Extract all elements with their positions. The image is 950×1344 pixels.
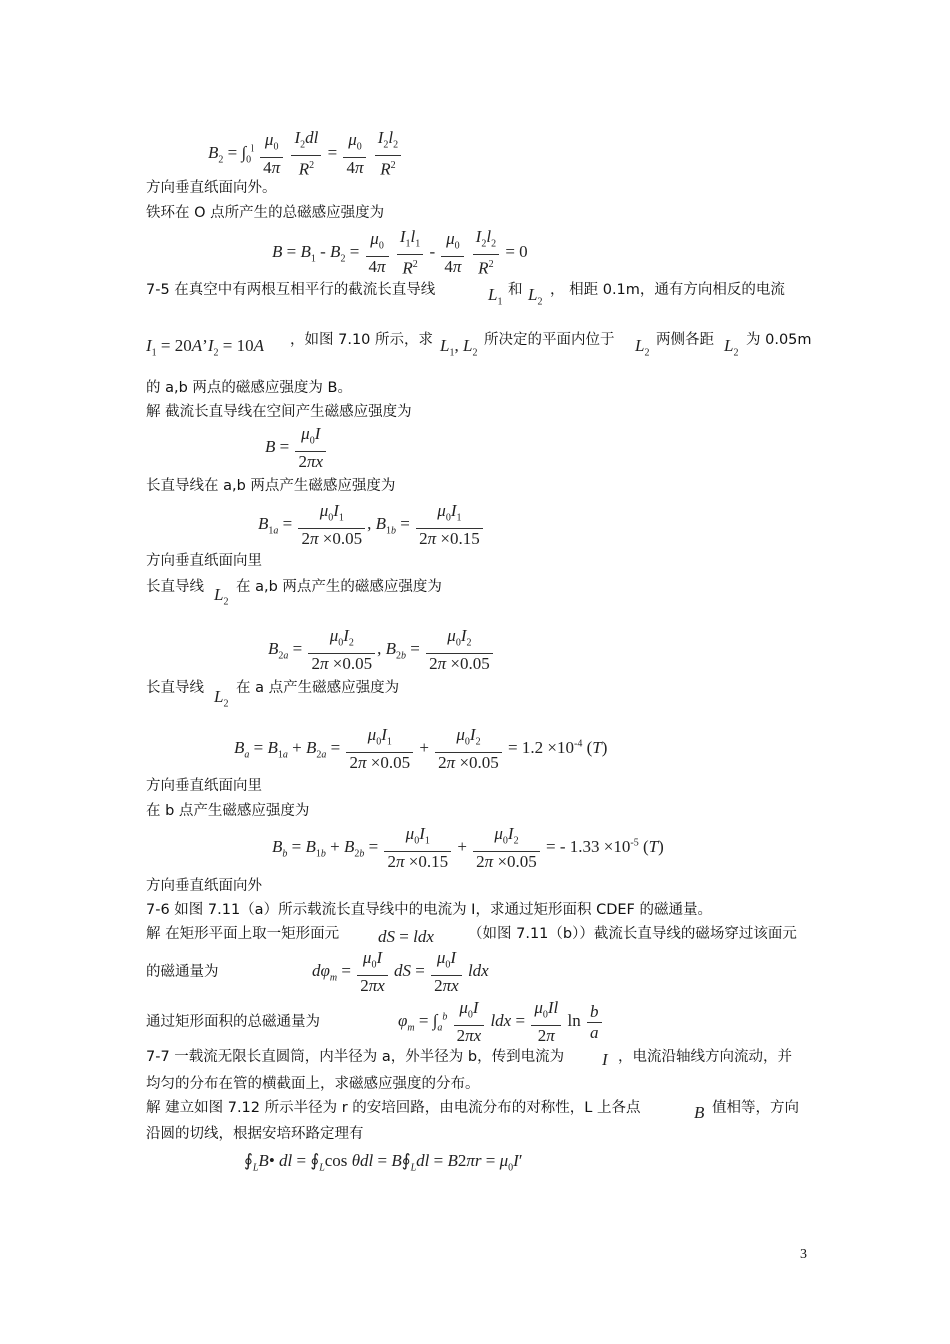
text-line: 所决定的平面内位于 [484,332,615,348]
formula-b1: $B_{1a}$ = $\frac{\mu_0I_1}{2\pi \times 0.05}$ , $B_{1b}$ = $\frac{\mu_0I_1}{2\pi \times 0.15}$ [258,501,485,549]
formula-dphi: $d\varphi_m$ = $\frac{\mu_0I}{2\pi x}$ dS = $\frac{\mu_0I}{2\pi x}$ ldx [312,948,489,996]
text-line: 和 [508,282,523,298]
text-line: （如图 7.11（b））截流长直导线的磁场穿过该面元 [468,926,797,942]
text-line: 方向垂直纸面向外。 [146,180,277,196]
text-line: 沿圆的切线，根据安培环路定理有 [146,1126,364,1142]
math-l2: $L_2$ [214,585,229,608]
problem-7-6: 7-6 如图 7.11（a）所示载流长直导线中的电流为 I，求通过矩形面积 CDEF 的磁通量。 [146,902,712,918]
formula-phi: $\varphi_m = \int_a^b$ $\frac{\mu_0I}{2\pi x}$ ldx = $\frac{\mu_0Il}{2\pi}$ ln $\frac{b}{a}$ [398,998,604,1046]
text-line: 的 a,b 两点的磁感应强度为 B。 [146,380,352,396]
formula-ampere: $∮_LB•$ dl = $∮_L\cos$ $\theta dl = B∮_Ldl = B2\pi r = \mu_0I'$ [244,1151,523,1174]
math-l2: $L_2$ [724,336,739,359]
text-line: 在 b 点产生磁感应强度为 [146,803,310,819]
math-l1-l2: $L_1$, $L_2$ [440,336,478,359]
text-line: 解 建立如图 7.12 所示半径为 r 的安培回路，由电流分布的对称性，L 上各点 [146,1100,641,1116]
text-line: 在 a,b 两点产生的磁感应强度为 [236,579,442,595]
text-line: ， 相距 0.1m，通有方向相反的电流 [550,282,785,298]
text-line: 为 0.05m [746,332,812,348]
formula-b2ab: $B_{2a}$ = $\frac{\mu_0I_2}{2\pi \times 0.05}$ , $B_{2b}$ = $\frac{\mu_0I_2}{2\pi \times 0.05}$ [268,626,495,674]
problem-7-5: 7-5 在真空中有两根互相平行的截流长直导线 [146,282,436,298]
text-line: 方向垂直纸面向里 [146,778,262,794]
text-line: ，电流沿轴线方向流动，并 [618,1049,792,1065]
formula-b-total: $B = B_1 - B_2$ = $\frac{\mu_0}{4\pi}$ $\frac{I_1l_1}{R^2}$ - $\frac{\mu_0}{4\pi}$ $\frac{I_2l_2}{R^2}$ = 0 [272,227,528,279]
page-number: 3 [800,1247,807,1262]
text-line: 解 在矩形平面上取一矩形面元 [146,926,340,942]
math-ds: dS = ldx [378,927,434,946]
math-i: I [602,1050,608,1069]
text-line: 的磁通量为 [146,964,219,980]
math-b: B [694,1103,705,1122]
text-line: 方向垂直纸面向外 [146,878,262,894]
text-line: 通过矩形面积的总磁通量为 [146,1014,320,1030]
text-line: 方向垂直纸面向里 [146,553,262,569]
text-line: 解 截流长直导线在空间产生磁感应强度为 [146,404,412,420]
text-line: 长直导线在 a,b 两点产生磁感应强度为 [146,478,396,494]
text-line: 长直导线 [146,680,204,696]
math-l2: $L_2$ [528,285,543,308]
text-line: 均匀的分布在管的横截面上，求磁感应强度的分布。 [146,1076,480,1092]
text-line: 铁环在 O 点所产生的总磁感应强度为 [146,205,385,221]
text-line: 在 a 点产生磁感应强度为 [236,680,400,696]
text-line: 两侧各距 [656,332,714,348]
math-l1: $L_1$ [488,285,503,308]
text-line: 长直导线 [146,579,204,595]
problem-7-7: 7-7 一载流无限长直圆筒，内半径为 a，外半径为 b，传到电流为 [146,1049,565,1065]
text-line: ，如图 7.10 所示，求 [290,332,434,348]
formula-b-wire: B = $\frac{\mu_0I}{2\pi x}$ [265,424,328,472]
formula-b2: $B_2 = \int_0^l$ $\frac{\mu_0}{4\pi}$ $\frac{I_2dl}{R^2}$ = $\frac{\mu_0}{4\pi}$ $\frac{I_2l_2}{R^2}$ [208,128,403,180]
math-l2: $L_2$ [635,336,650,359]
math-l2: $L_2$ [214,687,229,710]
formula-ba: $B_a = B_{1a} + B_{2a}$ = $\frac{\mu_0I_1}{2\pi \times 0.05}$ + $\frac{\mu_0I_2}{2\pi \times 0.05}$ = $1.2 \times 10^{-4}$ (T) [234,725,608,773]
formula-bb: $B_b = B_{1b} + B_{2b}$ = $\frac{\mu_0I_1}{2\pi \times 0.15}$ + $\frac{\mu_0I_2}{2\pi \times 0.05}$ = - $1.33 \times 10^{-5}$ (T) [272,824,664,872]
text-line: 值相等，方向 [712,1100,799,1116]
math-currents: $I_1$ = $20A’I_2 = 10A$ [146,336,264,359]
